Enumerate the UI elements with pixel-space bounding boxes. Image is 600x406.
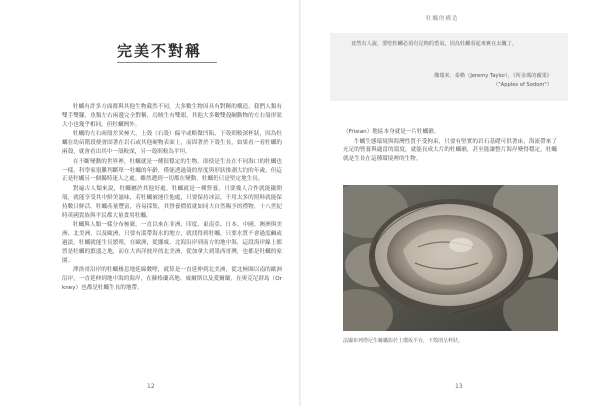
left-paragraph-3: 在不斷變動的世界裡，牡蠣就是一種很穩定的生物，即使是生長在不同海口的牡蠣也一樣，科學家很難判斷單一牡蠣的年齡，僅能透過殼的厚度與形狀推測大約的年歲，但這正是牡蠣另一個獨特迷人之處。雖然遭到一切都在變動，牡蠣仍只是堅定地生長。 [62,158,282,183]
left-paragraph-4: 對遍古人類來說，牡蠣屬於其他好處，牡蠣就是一種營養，只要幾人合作就能撬開殼，就能享受其中鮮美滋味，若牡蠣被運往他處，只要保持冰涼，不用太多的照料就能保持數日鮮活。牡蠣產量豐富，容易採集，其營養價值就如同大自然賜予的禮物，十八世紀時英國貴族與平民都大量食用牡蠣。 [62,185,282,219]
epigraph-author: 傑瑞米．泰勒（Jeremy Taylor），《所多瑪的蘋果》 [434,73,552,79]
left-paragraph-1: 牡蠣有許多方面都與其他生物截然不同，大多數生物因具有對稱的構造，我們人類有雙手雙腳，魚類左右兩邊完全對稱，烏賊生有雙眼，其他大多數雙殼綱動物的左右殼形狀大小也幾乎相同，但牡蠣例外。 [62,104,282,128]
epigraph-attribution [412,72,552,89]
left-paragraph-6: 澤洛哥沿岸的牡蠣棲息地延綿數哩，就算是一直延伸到北美洲，從北極圈以南的歐洲沿岸，一直延伸到地中海的海岸，在蘇格蘭高地、威爾斯以及愛爾蘭，在奧克尼群島（Orkney）也都是牡蠣生長的地帶。 [62,267,282,292]
page-number-right: 13 [455,383,463,390]
epigraph-work: （"Apples of Sodom"） [493,81,552,88]
left-paragraph-5: 牡蠣與人類一樣分布極廣，一直以來在非洲、印度、東南亞、日本、中國、澳洲與美洲、北美洲，以及歐洲，只要有溫帶海水的地方，就找得到牡蠣，只要水質不會過度鹹或過淡，牡蠣就能生長繁殖，在歐洲，從挪威、北海沿岸到南方的地中海，這段海岸線上都曾是牡蠣的繁盛之地，而在大西洋彼岸的北美洲，從加拿大到墨西哥灣，也都是牡蠣的家園。 [62,222,282,264]
photo-caption: 法國布列塔尼生蠔攝影於上環坂平台，下殼則呈杯狀。 [343,338,464,344]
page-number-left: 12 [147,383,155,390]
left-page-body [62,103,282,294]
right-paragraph-1: （Frisian）地區本身就是一片牡蠣礁。 [343,129,440,135]
right-page-body [343,128,557,165]
chapter-title: 完美不對稱 [117,42,203,60]
left-paragraph-2: 牡蠣的左右兩殼差異極大，上殼（右殼）偏平或略微凹陷，下殼則較深杯狀，因為牡蠣在幼苗階段便會固著在岩石或其他硬物表面上，而固著於下殼生長，如果看一看牡蠣的兩殼，就會看出其中一殼較深，另一殼則較為平坦。 [62,131,282,156]
title-underline [117,62,217,63]
page-gutter [299,0,301,406]
running-head: 牡蠣的構造 [426,16,459,22]
right-paragraph-2: 牛蠣生態環境與海灣性質不受拘束，只要有堅實的岩石基礎可供著床，海流帶來了充足的營養與適當的溫度，就能長成大片的牡蠣礁，甚至能讓整片海岸變得穩定，牡蠣就是生長在這種環境裡的生物。 [343,138,557,163]
oyster-photo [343,185,558,331]
oyster-photo-image [343,185,558,331]
epigraph-text: 竟然有人說，要吃牡蠣必須有足夠的勇氣，因為牡蠣看起來實在太醜了。 [351,41,518,47]
